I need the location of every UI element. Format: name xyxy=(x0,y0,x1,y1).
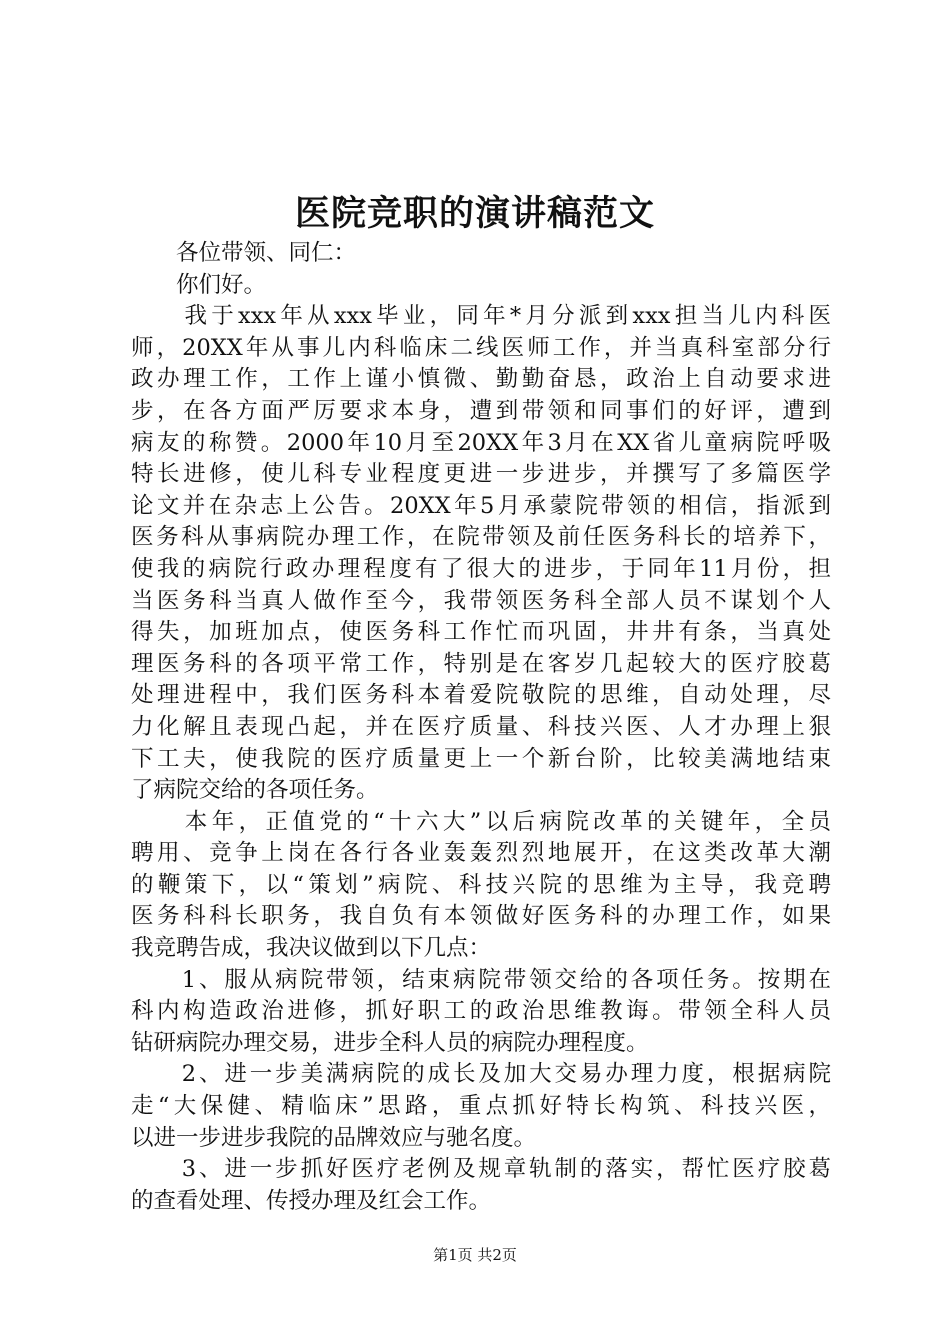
text-line: 我竞聘告成，我决议做到以下几点： xyxy=(131,935,492,962)
text-line: 各位带领、同仁： xyxy=(131,240,357,266)
text-line: 使我的病院行政办理程度有了很大的进步，于同年11月份，担 xyxy=(131,555,831,582)
text-line: 本年，正值党的“十六大”以后病院改革的关键年，全员 xyxy=(131,808,831,835)
text-line: 医务科科长职务，我自负有本领做好医务科的办理工作，如果 xyxy=(131,903,831,930)
text-line: 医务科从事病院办理工作，在院带领及前任医务科长的培养下， xyxy=(131,524,831,551)
text-line: 当医务科当真人做作至今，我带领医务科全部人员不谋划个人 xyxy=(131,587,831,614)
text-line: 以进一步进步我院的品牌效应与驰名度。 xyxy=(131,1124,537,1151)
text-line: 1、服从病院带领，结束病院带领交给的各项任务。按期在 xyxy=(131,966,831,993)
text-line: 师，20XX年从事儿内科临床二线医师工作，并当真科室部分行 xyxy=(131,334,831,361)
text-line: 政办理工作，工作上谨小慎微、勤勤奋恳，政治上自动要求进 xyxy=(131,366,831,393)
text-line: 2、进一步美满病院的成长及加大交易办理力度，根据病院 xyxy=(131,1061,831,1088)
document-body xyxy=(131,238,831,1217)
document-title: 医院竞职的演讲稿范文 xyxy=(294,193,655,234)
text-line: 的鞭策下，以“策划”病院、科技兴院的思维为主导，我竞聘 xyxy=(131,871,831,898)
text-line: 力化解且表现凸起，并在医疗质量、科技兴医、人才办理上狠 xyxy=(131,713,831,740)
text-line: 处理进程中，我们医务科本着爱院敬院的思维，自动处理，尽 xyxy=(131,682,831,709)
text-line: 你们好。 xyxy=(131,271,267,298)
text-line: 得失，加班加点，使医务科工作忙而巩固，井井有条，当真处 xyxy=(131,619,831,646)
text-line: 聘用、竞争上岗在各行各业轰轰烈烈地展开，在这类改革大潮 xyxy=(131,840,831,867)
text-line: 的查看处理、传授办理及红会工作。 xyxy=(131,1187,492,1214)
text-line: 走“大保健、精临床”思路，重点抓好特长构筑、科技兴医， xyxy=(131,1093,831,1120)
text-line: 3、进一步抓好医疗老例及规章轨制的落实，帮忙医疗胶葛 xyxy=(131,1156,831,1183)
text-line: 论文并在杂志上公告。20XX年5月承蒙院带领的相信，指派到 xyxy=(131,492,831,519)
text-line: 病友的称赞。2000年10月至20XX年3月在XX省儿童病院呼吸 xyxy=(131,429,831,456)
text-line: 步，在各方面严厉要求本身，遭到带领和同事们的好评，遭到 xyxy=(131,397,831,424)
text-line: 了病院交给的各项任务。 xyxy=(131,777,379,804)
text-line: 理医务科的各项平常工作，特别是在客岁几起较大的医疗胶葛 xyxy=(131,650,831,677)
text-line: 科内构造政治进修，抓好职工的政治思维教诲。带领全科人员 xyxy=(131,998,831,1025)
text-line: 下工夫，使我院的医疗质量更上一个新台阶，比较美满地结束 xyxy=(131,745,831,772)
text-line: 钻研病院办理交易，进步全科人员的病院办理程度。 xyxy=(131,1029,649,1056)
text-line: 我于xxx年从xxx毕业，同年*月分派到xxx担当儿内科医 xyxy=(131,303,831,330)
page-footer: 第1页 共2页 xyxy=(433,1246,517,1264)
text-line: 特长进修，使儿科专业程度更进一步进步，并撰写了多篇医学 xyxy=(131,461,831,488)
